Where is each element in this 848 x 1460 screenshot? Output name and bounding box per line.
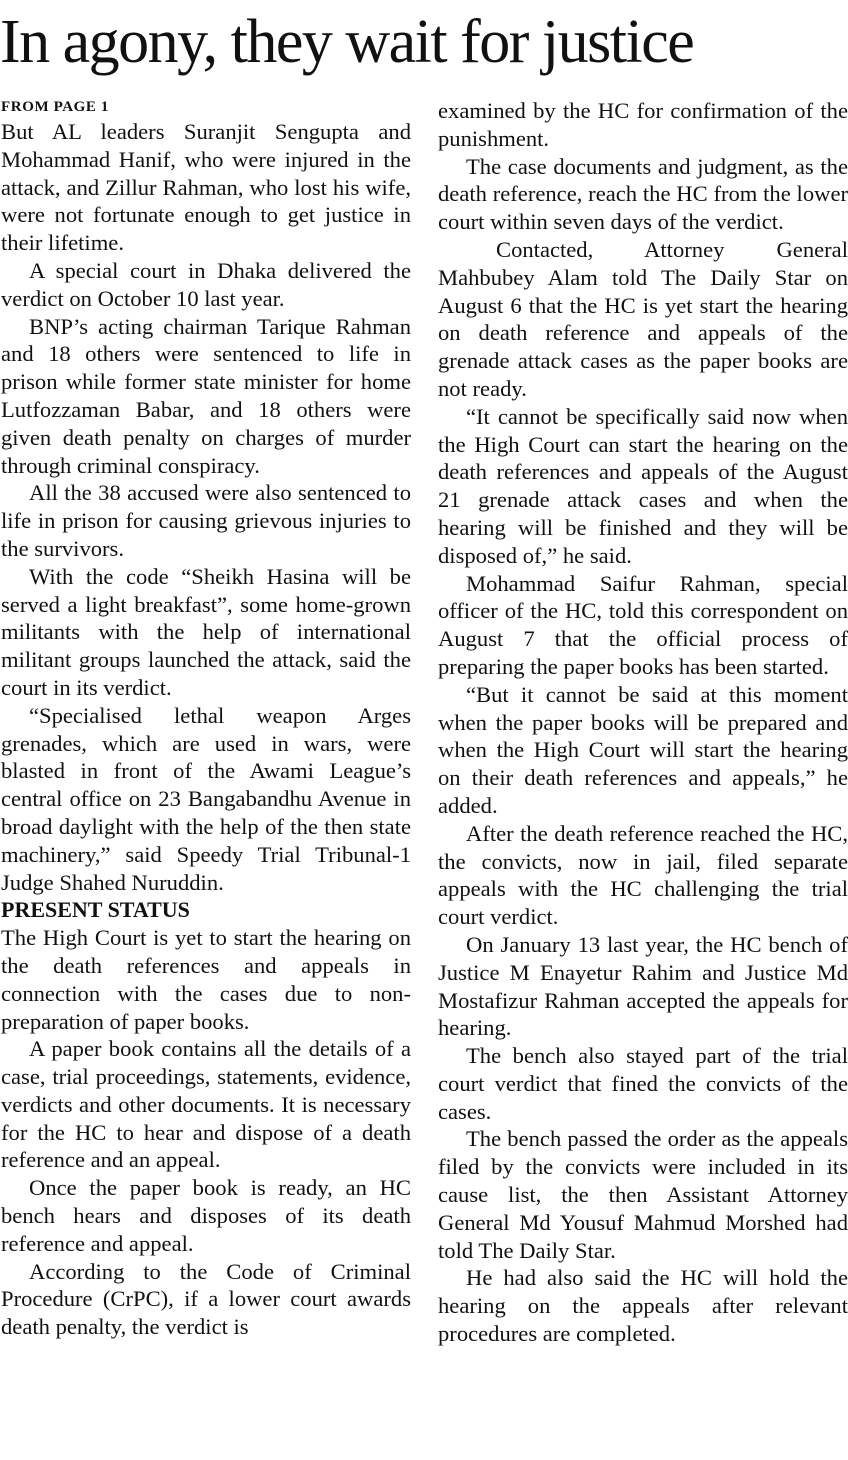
article-column-right	[438, 97, 848, 1348]
paragraph: Contacted, Attorney General Mahbubey Alam told The Daily Star on August 6 that the HC is yet start the hearing on death reference and appeals of the grenade attack cases as the paper books are not ready.	[438, 236, 848, 401]
section-subheading: PRESENT STATUS	[1, 897, 190, 923]
paragraph: “Specialised lethal weapon Arges grenades, which are used in wars, were blasted in front of the Awami League’s central office on 23 Bangabandhu Avenue in broad daylight with the help of the then state machinery,” said Speedy Trial Tribunal-1 Judge Shahed Nuruddin.	[1, 702, 411, 895]
article-column-left	[1, 97, 411, 1341]
paragraph: “But it cannot be said at this moment when the paper books will be prepared and when the High Court will start the hearing on their death references and appeals,” he added.	[438, 681, 848, 818]
paragraph: With the code “Sheikh Hasina will be served a light breakfast”, some home-grown militants with the help of international militant groups launched the attack, said the court in its verdict.	[1, 563, 411, 700]
paragraph: He had also said the HC will hold the hearing on the appeals after relevant procedures are completed.	[438, 1265, 848, 1347]
paragraph: Once the paper book is ready, an HC bench hears and disposes of its death reference and appeal.	[1, 1175, 411, 1256]
paragraph: After the death reference reached the HC, the convicts, now in jail, filed separate appeals with the HC challenging the trial court verdict.	[438, 820, 848, 930]
jump-line: FROM PAGE 1	[1, 99, 109, 115]
paragraph: The case documents and judgment, as the death reference, reach the HC from the lower court within seven days of the verdict.	[438, 153, 848, 235]
paragraph: A paper book contains all the details of a case, trial proceedings, statements, evidence, verdicts and other documents. It is necessary for the HC to hear and dispose of a death reference and an appeal.	[1, 1036, 411, 1173]
paragraph: The bench also stayed part of the trial court verdict that fined the convicts of the cases.	[438, 1043, 848, 1124]
paragraph: examined by the HC for confirmation of the punishment.	[438, 98, 848, 151]
paragraph: BNP’s acting chairman Tarique Rahman and 18 others were sentenced to life in prison while former state minister for home Lutfozzaman Babar, and 18 others were given death penalty on charges of murder through criminal conspiracy.	[1, 313, 411, 478]
paragraph: All the 38 accused were also sentenced to life in prison for causing grievous injuries to the survivors.	[1, 480, 411, 561]
paragraph: The bench passed the order as the appeals filed by the convicts were included in its cause list, the then Assistant Attorney General Md Yousuf Mahmud Morshed had told The Daily Star.	[438, 1126, 848, 1263]
paragraph: “It cannot be specifically said now when the High Court can start the hearing on the death references and appeals of the August 21 grenade attack cases and when the hearing will be finished and they will be disposed of,” he said.	[438, 403, 848, 568]
article-headline: In agony, they wait for justice	[0, 8, 694, 76]
paragraph: A special court in Dhaka delivered the verdict on October 10 last year.	[1, 257, 411, 311]
paragraph: But AL leaders Suranjit Sengupta and Mohammad Hanif, who were injured in the attack, and Zillur Rahman, who lost his wife, were not fortunate enough to get justice in their lifetime.	[1, 119, 411, 256]
paragraph: According to the Code of Criminal Procedure (CrPC), if a lower court awards death penalty, the verdict is	[1, 1258, 411, 1340]
paragraph: The High Court is yet to start the hearing on the death references and appeals in connection with the cases due to non-preparation of paper books.	[1, 925, 411, 1034]
paragraph: Mohammad Saifur Rahman, special officer of the HC, told this correspondent on August 7 that the official process of preparing the paper books has been started.	[438, 570, 848, 679]
paragraph: On January 13 last year, the HC bench of Justice M Enayetur Rahim and Justice Md Mostafizur Rahman accepted the appeals for hearing.	[438, 931, 848, 1041]
